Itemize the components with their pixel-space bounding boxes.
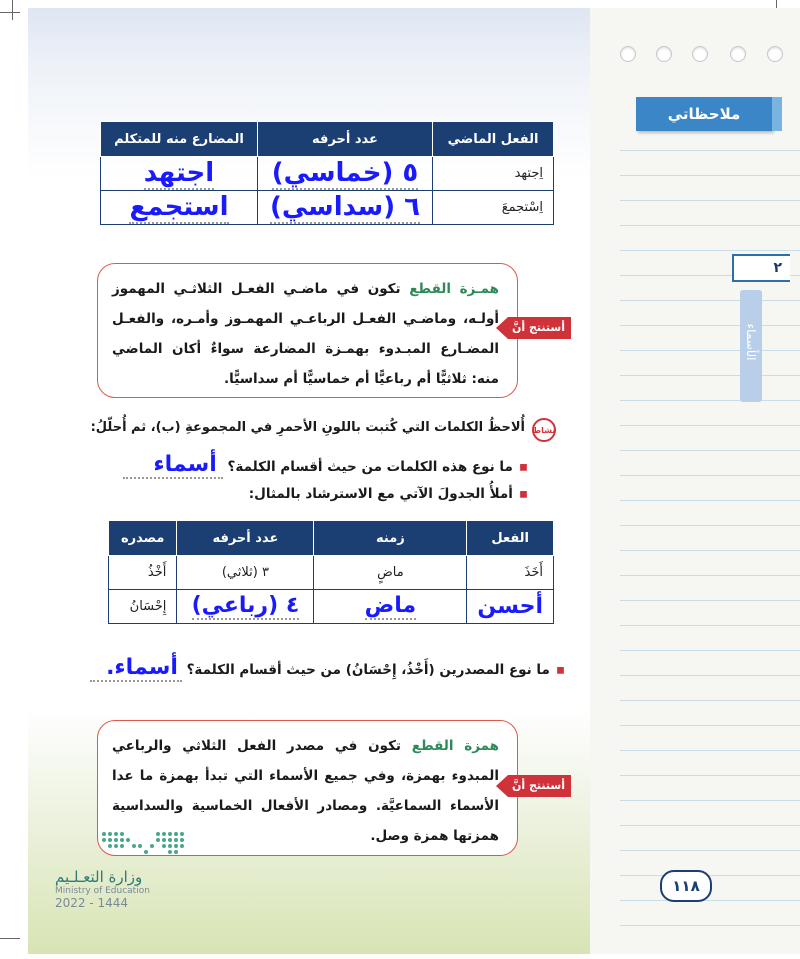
- table-header: الفعل: [467, 521, 554, 556]
- ruled-line: [620, 575, 800, 576]
- ruled-line: [620, 175, 800, 176]
- ruled-line: [620, 500, 800, 501]
- table-cell: اِجتهد: [433, 157, 554, 191]
- table-cell: ٣ (ثلاثي): [177, 556, 314, 590]
- ruled-line: [620, 625, 800, 626]
- ruled-line: [620, 200, 800, 201]
- ruled-line: [620, 250, 800, 251]
- question-3: [90, 655, 565, 682]
- verbs-table: [100, 121, 554, 225]
- rule-text: تكون في ماضـي الفعـل الثلاثـي المهموز أولـه، وماضـي الفعـل الرباعـي المهمـوز وأمـره، والفعـل المضـارع المبـدوء بهمـزة المضارعة سواءٌ أكان الماضي منه: ثلاثيًّا أم رباعيًّا أم خماسيًّا أم سداسيًّا.: [112, 281, 499, 387]
- page-number: [660, 870, 712, 902]
- table-header: الفعل الماضي: [433, 122, 554, 157]
- activity-icon: [532, 418, 556, 442]
- binder-hole: [730, 46, 746, 62]
- handwritten-answer: ٥ (خماسي): [271, 157, 419, 188]
- binder-hole: [656, 46, 672, 62]
- ruled-line: [620, 325, 800, 326]
- notes-label: ملاحظاتي: [667, 105, 741, 123]
- ruled-line: [620, 350, 800, 351]
- bullet-icon: ▪: [518, 486, 528, 502]
- table-cell: [467, 590, 554, 624]
- table-row: [109, 590, 554, 624]
- handwritten-answer: استجمع: [129, 191, 229, 222]
- section-tab: [740, 290, 762, 402]
- ruled-line: [620, 475, 800, 476]
- ruled-line: [620, 700, 800, 701]
- activity-intro-text: أُلاحظُ الكلمات التي كُتبت باللونِ الأحمرِ في المجموعةِ (ب)، ثم أُحلّلُ:: [90, 420, 525, 435]
- page-number-text: ١١٨: [672, 877, 700, 895]
- question-text: ما نوع المصدرين (أَخْذُ، إِحْسَانُ) من حيث أقسام الكلمة؟: [186, 662, 550, 678]
- table-row: [109, 556, 554, 590]
- ruled-line: [620, 425, 800, 426]
- handwritten-answer: ٤ (رباعي): [191, 593, 300, 618]
- handwritten-answer: أسماء: [123, 452, 222, 479]
- table-row: [101, 157, 554, 191]
- ruled-line: [620, 300, 800, 301]
- table-cell: [258, 191, 433, 225]
- table-row: [101, 191, 554, 225]
- table-cell: أَخَذَ: [467, 556, 554, 590]
- ministry-name-en: Ministry of Education: [55, 886, 150, 896]
- ruled-line: [620, 725, 800, 726]
- bullet-icon: ▪: [555, 662, 565, 678]
- section-number: ٢: [773, 260, 782, 276]
- table-cell: [314, 590, 467, 624]
- ruled-line: [620, 450, 800, 451]
- table-cell: [258, 157, 433, 191]
- table-cell: [101, 191, 258, 225]
- infer-label: [508, 317, 571, 339]
- crop-mark: [12, 0, 13, 20]
- ministry-name-ar: وزارة التعـلـيم: [55, 868, 143, 886]
- handwritten-answer: ماض: [364, 593, 417, 618]
- ruled-line: [620, 150, 800, 151]
- bullet-icon: ▪: [518, 459, 528, 475]
- rule-highlight: همـزة القطع: [409, 281, 499, 297]
- handwritten-answer: أحسن: [477, 594, 543, 619]
- ruled-line: [620, 550, 800, 551]
- binder-hole: [692, 46, 708, 62]
- table-header: مصدره: [109, 521, 177, 556]
- ruled-line: [620, 850, 800, 851]
- ruled-line: [620, 900, 800, 901]
- handwritten-answer: ٦ (سداسي): [269, 191, 421, 222]
- table-cell: ماضٍ: [314, 556, 467, 590]
- table-header: عدد أحرفه: [258, 122, 433, 157]
- question-1: [123, 452, 528, 479]
- ruled-line: [620, 925, 800, 926]
- ruled-line: [620, 800, 800, 801]
- table-cell: إِحْسَانُ: [109, 590, 177, 624]
- notes-tab: [636, 97, 772, 131]
- table-header: المضارع منه للمتكلم: [101, 122, 258, 157]
- infer-label-text: أستنتج أنَّ: [512, 779, 565, 792]
- question-2: [249, 486, 528, 502]
- ruled-line: [620, 525, 800, 526]
- ruled-line: [620, 750, 800, 751]
- question-text: ما نوع هذه الكلمات من حيث أقسام الكلمة؟: [227, 459, 513, 475]
- activity-icon-label: نشاط: [532, 425, 556, 435]
- ruled-line: [620, 225, 800, 226]
- table-cell: اِسْتجمعَ: [433, 191, 554, 225]
- rule-text: تكون في مصدر الفعل الثلاثي والرباعي المبدوء بهمزة، وفي جميع الأسماء التي تبدأ بهمزة ما عدا الأسماء السماعيَّة. ومصادر الأفعال الخماسية والسداسية همزتها همزة وصل.: [112, 738, 499, 844]
- table-header: عدد أحرفه: [177, 521, 314, 556]
- ruled-line: [620, 675, 800, 676]
- section-tab-label: الأسماء: [744, 323, 758, 361]
- ruled-line: [620, 775, 800, 776]
- table-cell: [101, 157, 258, 191]
- verb-sources-table: [108, 520, 554, 624]
- crop-mark: [0, 12, 20, 13]
- binder-hole: [767, 46, 783, 62]
- rule-box: [97, 263, 518, 398]
- handwritten-answer: أسماء.: [90, 655, 182, 682]
- ministry-logo: [55, 868, 150, 910]
- ruled-line: [620, 825, 800, 826]
- ruled-line: [620, 600, 800, 601]
- question-text: أملأُ الجدولَ الآتي مع الاسترشاد بالمثال:: [248, 486, 513, 502]
- ruled-line: [620, 400, 800, 401]
- rule-highlight: همزة القطع: [411, 738, 500, 754]
- infer-label: [508, 775, 571, 797]
- ministry-logo-icon: [100, 828, 188, 858]
- edition-year: 2022 - 1444: [55, 896, 129, 910]
- section-number-box: [732, 254, 790, 282]
- ruled-line: [620, 650, 800, 651]
- activity-intro: [91, 420, 525, 435]
- table-cell: أَخْذُ: [109, 556, 177, 590]
- table-header: زمنه: [314, 521, 467, 556]
- ruled-line: [620, 375, 800, 376]
- binder-hole: [620, 46, 636, 62]
- infer-label-text: أستنتج أنَّ: [512, 321, 565, 334]
- handwritten-answer: اجتهد: [143, 157, 215, 188]
- table-cell: [177, 590, 314, 624]
- crop-mark: [0, 938, 20, 939]
